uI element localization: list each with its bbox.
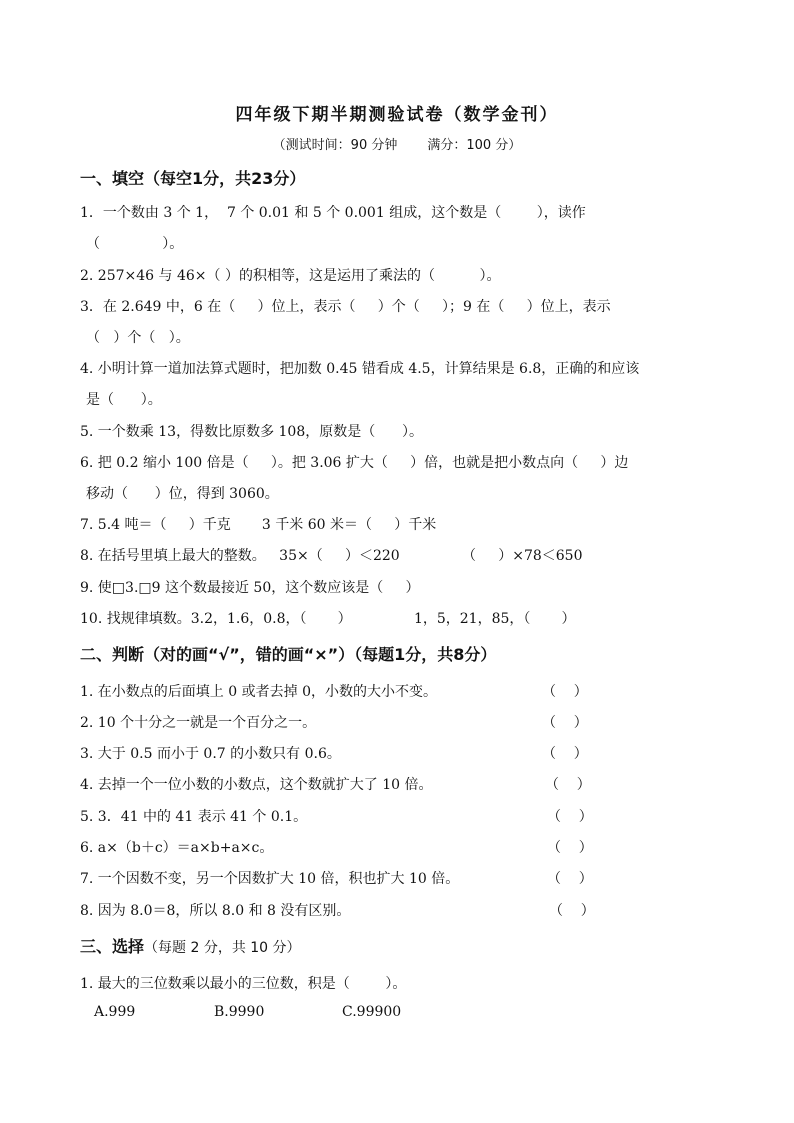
choice-option-c: C.99900 [342,1004,402,1020]
choice-item-1: 1. 最大的三位数乘以最小的三位数，积是（ ）。 [80,976,407,992]
fill-item-7: 7. 5.4 吨＝（ ）千克 3 千米 60 米＝（ ）千米 [80,517,437,533]
judge-item-2: 2. 10 个十分之一就是一个百分之一。 [80,715,317,731]
fill-item-8: 8. 在括号里填上最大的整数。 35×（ ）＜220 （ ）×78＜650 [80,548,583,564]
judge-answer-7: （ ） [547,871,593,887]
judge-item-1: 1. 在小数点的后面填上 0 或者去掉 0，小数的大小不变。 [80,684,437,700]
judge-answer-1: （ ） [542,684,588,700]
judge-item-3: 3. 大于 0.5 而小于 0.7 的小数只有 0.6。 [80,746,341,762]
fill-item-3: 3．在 2.649 中，6 在（ ）位上，表示（ ）个（ ）；9 在（ ）位上，表示 [80,299,611,315]
section-judge-heading: 二、判断（对的画“√”，错的画“×”）（每题1分，共8分） [80,645,497,664]
choice-option-b: B.9990 [214,1004,265,1020]
exam-subtitle [0,134,794,153]
fill-item-10: 10. 找规律填数。3.2，1.6，0.8，（ ） 1，5，21，85，（ ） [80,611,576,627]
judge-item-4: 4. 去掉一个一位小数的小数点，这个数就扩大了 10 倍。 [80,777,433,793]
judge-answer-5: （ ） [547,809,593,825]
fill-item-5: 5. 一个数乘 13，得数比原数多 108，原数是（ ）。 [80,424,423,440]
fill-item-3-cont: （ ）个（ ）。 [86,330,190,346]
judge-item-7: 7. 一个因数不变，另一个因数扩大 10 倍，积也扩大 10 倍。 [80,871,460,887]
fill-item-6-cont: 移动（ ）位，得到 3060。 [86,486,279,502]
exam-title: 四年级下期半期测验试卷（数学金刊） [235,105,559,125]
section-fill-in-heading: 一、填空（每空1分，共23分） [80,169,306,188]
full-score: 满分：100 分） [427,138,522,153]
judge-answer-3: （ ） [542,746,588,762]
fill-item-2: 2. 257×46 与 46×（ ）的积相等，这是运用了乘法的（ ）。 [80,268,501,284]
section-choice-note: （每题 2 分，共 10 分） [144,940,301,956]
fill-item-4-cont: 是（ ）。 [86,392,162,408]
judge-answer-8: （ ） [549,903,595,919]
judge-answer-6: （ ） [547,840,593,856]
section-choice-heading [80,934,301,957]
choice-option-a: A.999 [94,1004,136,1020]
judge-item-6: 6. a×（b＋c）＝a×b+a×c。 [80,840,274,856]
judge-answer-4: （ ） [545,777,591,793]
fill-item-1-cont: （ ）。 [86,236,184,252]
judge-item-8: 8. 因为 8.0＝8，所以 8.0 和 8 没有区别。 [80,903,351,919]
section-choice-title: 三、选择 [80,937,145,956]
fill-item-1: 1．一个数由 3 个 1， 7 个 0.01 和 5 个 0.001 组成，这个数是（ ），读作 [80,205,586,221]
fill-item-4: 4. 小明计算一道加法算式题时，把加数 0.45 错看成 4.5，计算结果是 6.8，正确的和应该 [80,361,640,377]
fill-item-9: 9. 使□3.□9 这个数最接近 50，这个数应该是（ ） [80,580,420,596]
judge-item-5: 5. 3．41 中的 41 表示 41 个 0.1。 [80,809,308,825]
test-time: （测试时间：90 分钟 [272,138,398,153]
fill-item-6: 6. 把 0.2 缩小 100 倍是（ ）。把 3.06 扩大（ ）倍，也就是把小数点向（ ）边 [80,455,629,471]
judge-answer-2: （ ） [542,715,588,731]
